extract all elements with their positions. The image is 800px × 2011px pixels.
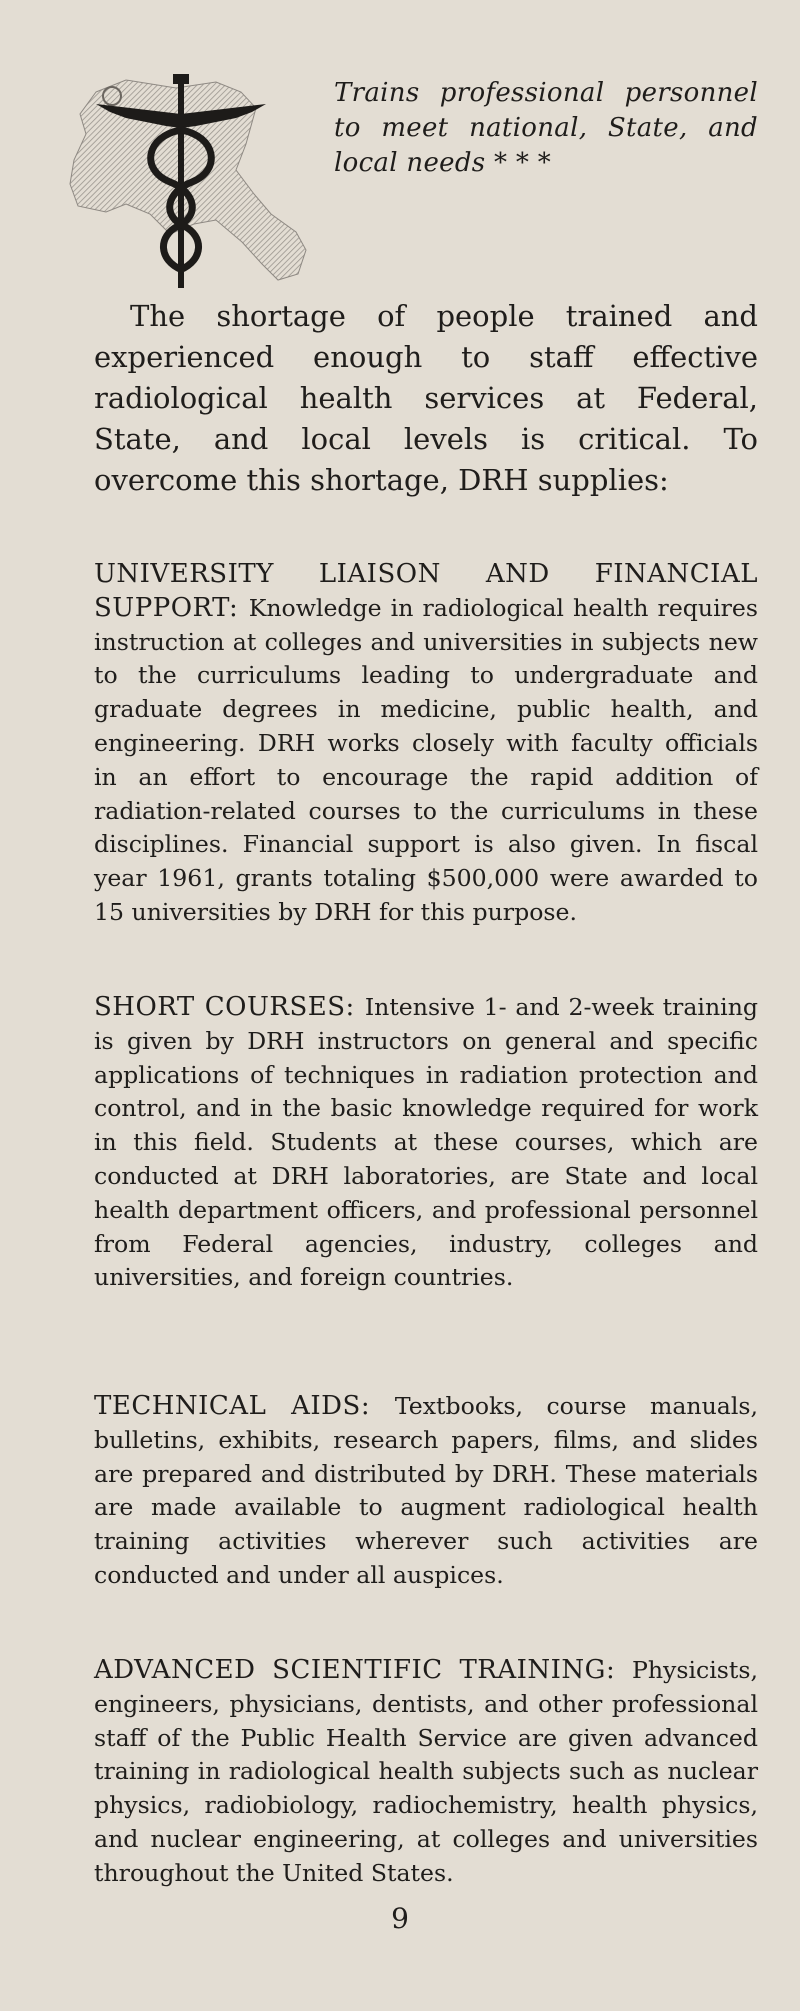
section-short-courses [94,991,758,1295]
section-text: Textbooks, course manuals, bulletins, exhibits, research papers, films, and slides are prepared and distributed by DRH. These materials are made available to augment radiological health training activities wherever such activities are conducted and under all auspices. [94,1392,758,1589]
section-text: Physicists, engineers, physicians, dentists, and other professional staff of the Public Health Service are given advanced training in radiological health subjects such as nuclear physics, radiobiology, radiochemistry, health physics, and nuclear engineering, at colleges and universities throughout the United States. [94,1656,758,1887]
section-text: Knowledge in radiological health requires instruction at colleges and universities in subjects new to the curriculums leading to undergraduate and graduate degrees in medicine, public health, and engineering. DRH works closely with faculty officials in an effort to encourage the rapid addition of radiation-related courses to the curriculums in these disciplines. Financial support is also given. In fiscal year 1961, grants totaling $500,000 were awarded to 15 universities by DRH for this purpose. [94,593,758,926]
section-heading: UNIVERSITY LIAISON AND FINANCIAL SUPPORT: [94,559,758,623]
section-heading: SHORT COURSES: [94,992,365,1022]
caduceus-map-icon [66,74,310,290]
section-heading: ADVANCED SCIENTIFIC TRAINING: [94,1655,632,1685]
section-technical-aids [94,1390,758,1593]
section-university-liaison [94,558,758,930]
section-advanced-training [94,1654,758,1891]
section-heading: TECHNICAL AIDS: [94,1391,395,1421]
section-text: Intensive 1- and 2-week training is given by DRH instructors on general and specific applications of techniques in radiation protection and control, and in the basic knowledge required for work in this field. Students at these courses, which are conducted at DRH laboratories, are State and local health department officers, and professional personnel from Federal agencies, industry, colleges and universities, and foreign countries. [94,993,758,1292]
tagline: Trains professional personnel to meet national, State, and local needs * * * [334,78,758,178]
page-number: 9 [391,1902,409,1935]
intro-paragraph: The shortage of people trained and experienced enough to staff effective radiological health services at Federal, State, and local levels is critical. To overcome this shortage, DRH supplies: [94,299,758,497]
